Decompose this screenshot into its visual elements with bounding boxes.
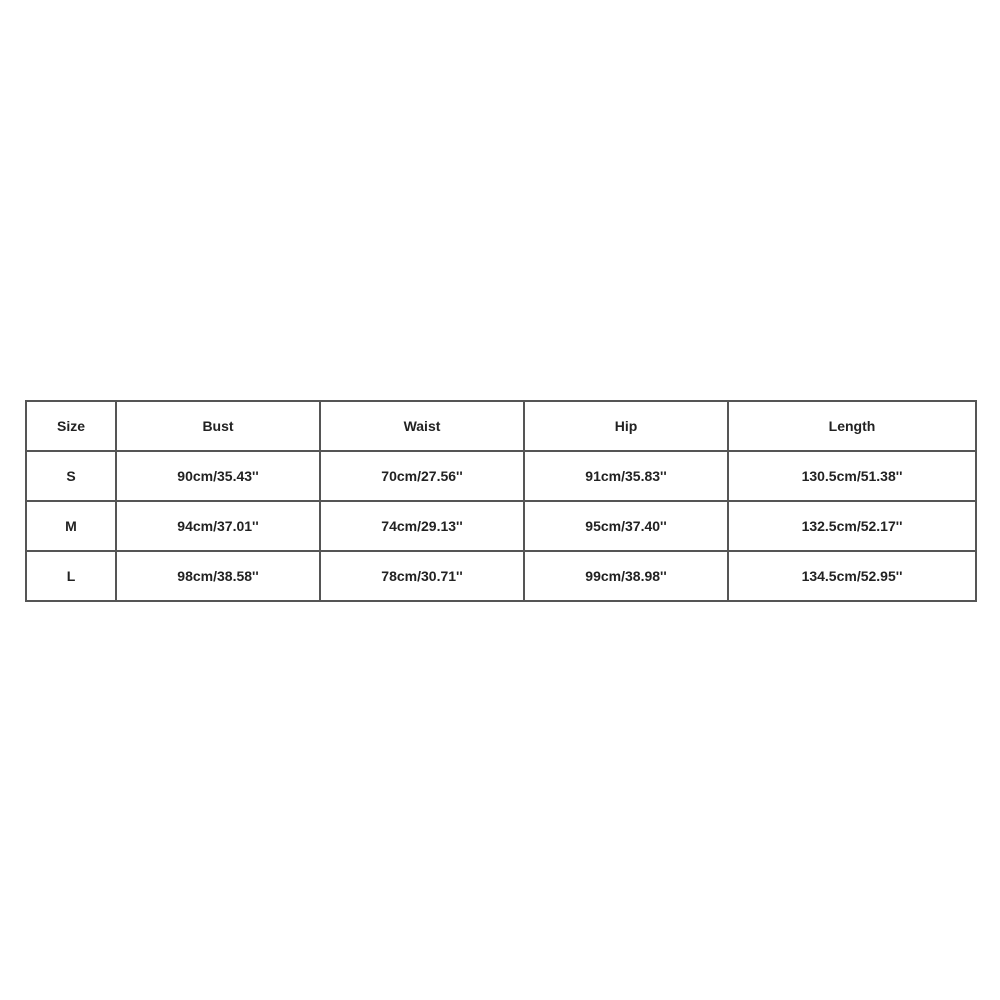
cell-hip: 95cm/37.40'': [524, 501, 728, 551]
header-size: Size: [26, 401, 116, 451]
cell-bust: 98cm/38.58'': [116, 551, 320, 601]
size-chart-table: [25, 400, 977, 602]
cell-waist: 74cm/29.13'': [320, 501, 524, 551]
table-row: [26, 501, 976, 551]
cell-length: 132.5cm/52.17'': [728, 501, 976, 551]
cell-size: L: [26, 551, 116, 601]
header-bust: Bust: [116, 401, 320, 451]
cell-hip: 99cm/38.98'': [524, 551, 728, 601]
cell-waist: 70cm/27.56'': [320, 451, 524, 501]
cell-size: S: [26, 451, 116, 501]
cell-length: 134.5cm/52.95'': [728, 551, 976, 601]
table-row: [26, 551, 976, 601]
cell-hip: 91cm/35.83'': [524, 451, 728, 501]
cell-length: 130.5cm/51.38'': [728, 451, 976, 501]
cell-bust: 90cm/35.43'': [116, 451, 320, 501]
header-length: Length: [728, 401, 976, 451]
cell-bust: 94cm/37.01'': [116, 501, 320, 551]
header-hip: Hip: [524, 401, 728, 451]
table-row: [26, 451, 976, 501]
header-waist: Waist: [320, 401, 524, 451]
cell-size: M: [26, 501, 116, 551]
table-header-row: [26, 401, 976, 451]
cell-waist: 78cm/30.71'': [320, 551, 524, 601]
